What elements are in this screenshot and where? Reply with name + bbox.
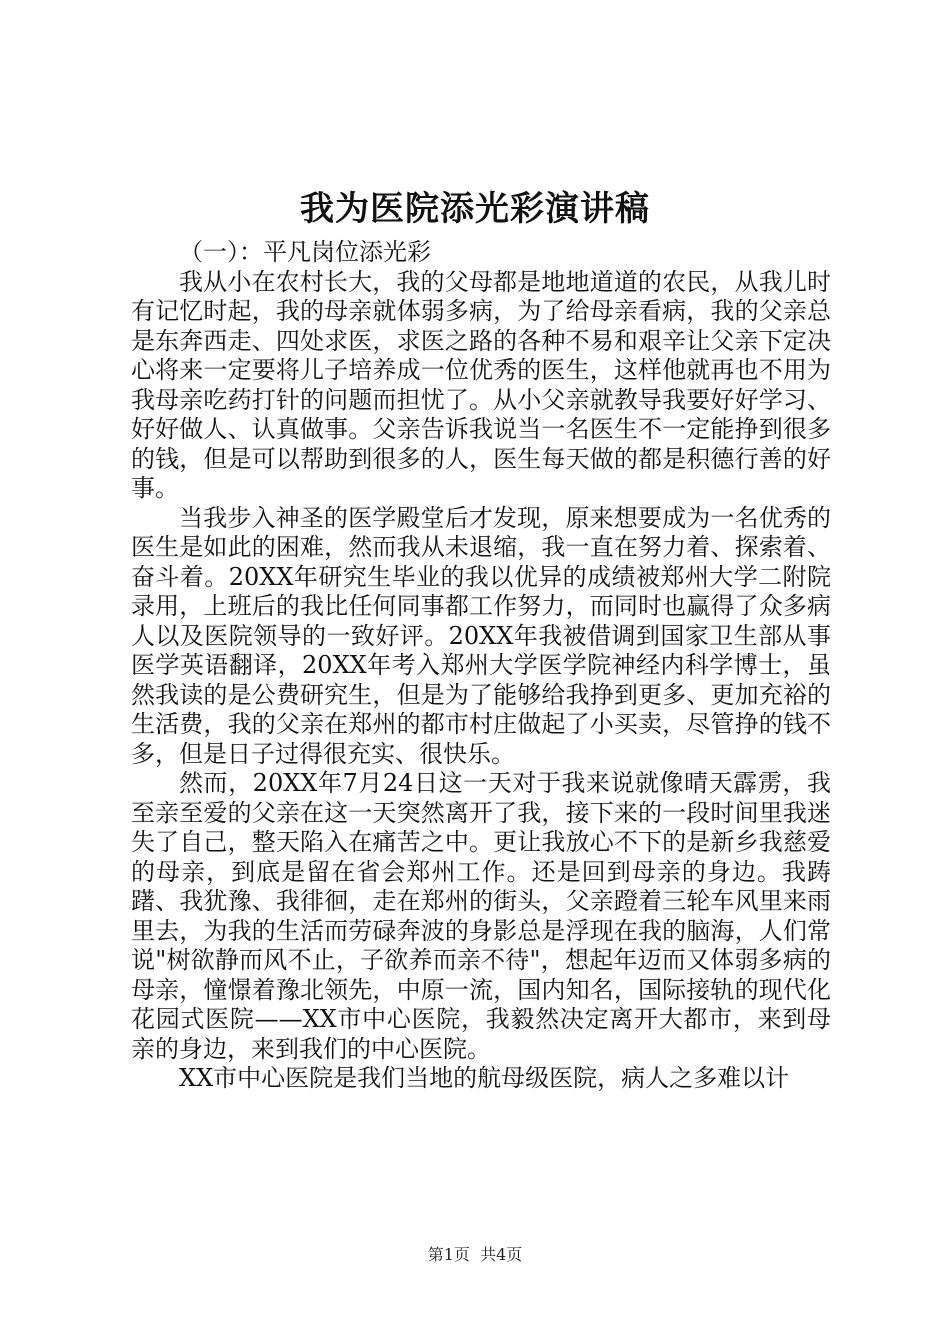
- document-body: [131, 238, 831, 1094]
- paragraph-2: 当我步入神圣的医学殿堂后才发现，原来想要成为一名优秀的医生是如此的困难，然而我从未退缩，我一直在努力着、探索着、奋斗着。20XX年研究生毕业的我以优异的成绩被郑州大学二附院录用，上班后的我比任何同事都工作努力，而同时也赢得了众多病人以及医院领导的一致好评。20XX年我被借调到国家卫生部从事医学英语翻译，20XX年考入郑州大学医学院神经内科学博士，虽然我读的是公费研究生，但是为了能够给我挣到更多、更加充裕的生活费，我的父亲在郑州的都市村庄做起了小买卖，尽管挣的钱不多，但是日子过得很充实、很快乐。: [131, 503, 831, 768]
- page-total: 共4页: [480, 1245, 523, 1264]
- paragraph-4: XX市中心医院是我们当地的航母级医院，病人之多难以计: [179, 1064, 790, 1092]
- document-title: 我为医院添光彩演讲稿: [300, 189, 650, 229]
- paragraph-1: 我从小在农村长大，我的父母都是地地道道的农民，从我儿时有记忆时起，我的母亲就体弱多病，为了给母亲看病，我的父亲总是东奔西走、四处求医，求医之路的各种不易和艰辛让父亲下定决心将来一定要将儿子培养成一位优秀的医生，这样他就再也不用为我母亲吃药打针的问题而担忧了。从小父亲就教导我要好好学习、好好做人、认真做事。父亲告诉我说当一名医生不一定能挣到很多的钱，但是可以帮助到很多的人，医生每天做的都是积德行善的好事。: [131, 267, 831, 502]
- paragraph-3: 然而，20XX年7月24日这一天对于我来说就像晴天霹雳，我至亲至爱的父亲在这一天突然离开了我，接下来的一段时间里我迷失了自己，整天陷入在痛苦之中。更让我放心不下的是新乡我慈爱的母亲，到底是留在省会郑州工作。还是回到母亲的身边。我踌躇、我犹豫、我徘徊，走在郑州的街头，父亲蹬着三轮车风里来雨里去，为我的生活而劳碌奔波的身影总是浮现在我的脑海，人们常说"树欲静而风不止，子欲养而亲不待"，想起年迈而又体弱多病的母亲，憧憬着豫北领先，中原一流，国内知名，国际接轨的现代化花园式医院——XX市中心医院，我毅然决定离开大都市，来到母亲的身边，来到我们的中心医院。: [131, 769, 831, 1063]
- page-footer: [0, 1244, 950, 1266]
- section-heading: （一）：平凡岗位添光彩: [179, 238, 431, 266]
- page-number: 第1页: [427, 1245, 470, 1264]
